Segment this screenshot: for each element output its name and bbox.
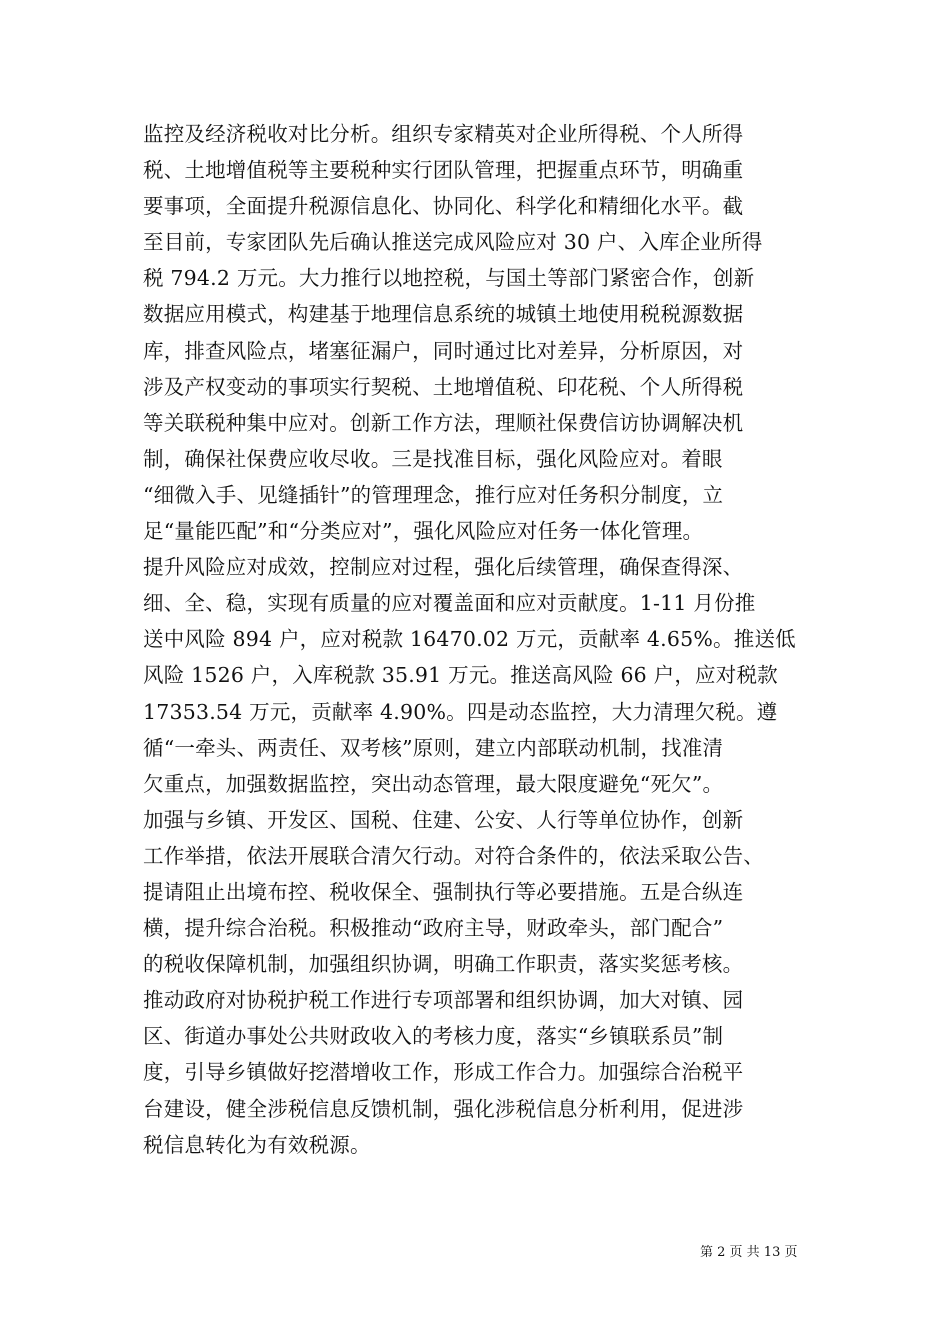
text-line: 税信息转化为有效税源。	[143, 1132, 371, 1157]
text-line: 数据应用模式，构建基于地理信息系统的城镇土地使用税税源数据	[143, 302, 744, 327]
text-line: 送中风险 894 户，应对税款 16470.02 万元，贡献率 4.65%。推送低	[143, 627, 796, 652]
text-line: 横，提升综合治税。积极推动“政府主导，财政牵头，部门配合”	[143, 916, 724, 941]
page-number: 第 2 页 共 13 页	[700, 1245, 798, 1260]
text-line: 循“一牵头、两责任、双考核”原则，建立内部联动机制，找准清	[143, 735, 724, 760]
body-paragraph	[143, 116, 813, 1163]
text-line: 涉及产权变动的事项实行契税、土地增值税、印花税、个人所得税	[143, 374, 744, 399]
text-line: 等关联税种集中应对。创新工作方法，理顺社保费信访协调解决机	[143, 410, 744, 435]
text-line: 要事项，全面提升税源信息化、协同化、科学化和精细化水平。截	[143, 194, 744, 219]
text-line: 监控及经济税收对比分析。组织专家精英对企业所得税、个人所得	[143, 122, 744, 146]
text-line: 欠重点，加强数据监控，突出动态管理，最大限度避免“死欠”。	[143, 771, 724, 796]
text-line: 至目前，专家团队先后确认推送完成风险应对 30 户、入库企业所得	[143, 230, 763, 255]
text-line: 17353.54 万元，贡献率 4.90%。四是动态监控，大力清理欠税。遵	[143, 699, 778, 724]
text-line: 制，确保社保费应收尽收。三是找准目标，强化风险应对。着眼	[143, 446, 723, 471]
text-line: 台建设，健全涉税信息反馈机制，强化涉税信息分析利用，促进涉	[143, 1096, 744, 1121]
text-line: 的税收保障机制，加强组织协调，明确工作职责，落实奖惩考核。	[143, 952, 744, 977]
text-line: 加强与乡镇、开发区、国税、住建、公安、人行等单位协作，创新	[143, 807, 744, 832]
text-line: 工作举措，依法开展联合清欠行动。对符合条件的，依法采取公告、	[143, 843, 764, 868]
text-line: 提请阻止出境布控、税收保全、强制执行等必要措施。五是合纵连	[143, 879, 744, 904]
text-line: 足“量能匹配”和“分类应对”，强化风险应对任务一体化管理。	[143, 519, 704, 544]
text-line: 库，排查风险点，堵塞征漏户，同时通过比对差异，分析原因，对	[143, 338, 744, 363]
text-line: 度，引导乡镇做好挖潜增收工作，形成工作合力。加强综合治税平	[143, 1060, 744, 1085]
text-line: “细微入手、见缝插针”的管理理念，推行应对任务积分制度，立	[143, 482, 724, 507]
text-line: 提升风险应对成效，控制应对过程，强化后续管理，确保查得深、	[143, 555, 744, 580]
text-line: 细、全、稳，实现有质量的应对覆盖面和应对贡献度。1-11 月份推	[143, 591, 756, 616]
text-line: 区、街道办事处公共财政收入的考核力度，落实“乡镇联系员”制	[143, 1024, 724, 1049]
text-line: 税、土地增值税等主要税种实行团队管理，把握重点环节，明确重	[143, 158, 744, 183]
text-line: 税 794.2 万元。大力推行以地控税，与国土等部门紧密合作，创新	[143, 266, 755, 291]
text-line: 风险 1526 户，入库税款 35.91 万元。推送高风险 66 户，应对税款	[143, 663, 778, 688]
text-line: 推动政府对协税护税工作进行专项部署和组织协调，加大对镇、园	[143, 988, 744, 1013]
